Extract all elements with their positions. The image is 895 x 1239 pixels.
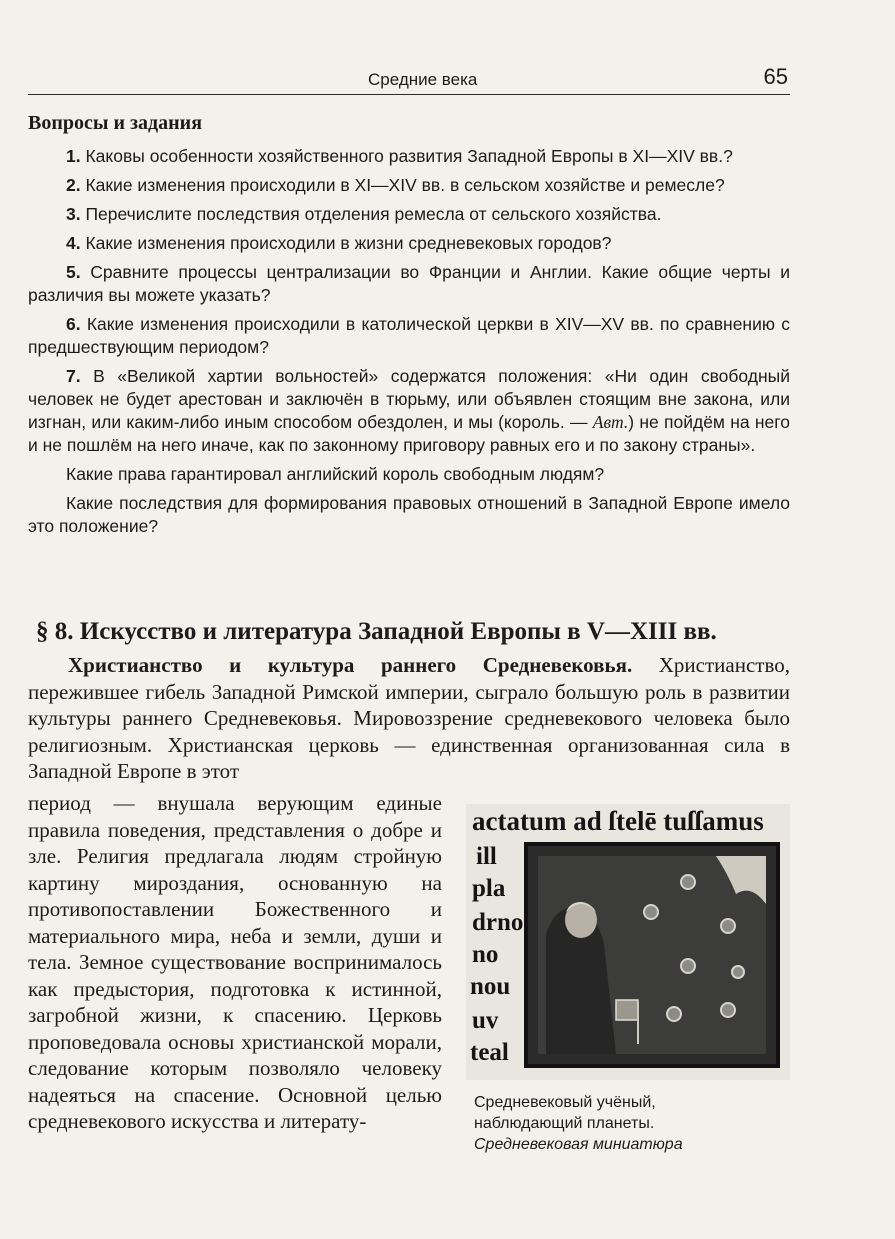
- question-number: 7.: [66, 366, 81, 386]
- manuscript-word: no: [472, 941, 499, 968]
- question-item: [28, 313, 790, 359]
- section-8: [28, 618, 790, 785]
- question-text: ) не пойдём на него и не пошлём на него иначе, как по законному приговору равных его и по закону страны».: [28, 412, 790, 455]
- planet-icon: [681, 875, 695, 889]
- page-number: 65: [763, 64, 788, 89]
- question-item: [28, 174, 790, 197]
- caption-line: Средневековый учёный,: [474, 1094, 656, 1111]
- sub-question: Какие права гарантировал английский король свободным людям?: [66, 464, 605, 484]
- questions-heading: Вопросы и задания: [28, 112, 203, 134]
- planet-icon: [644, 905, 658, 919]
- question-item: [28, 145, 790, 168]
- planet-icon: [721, 1003, 735, 1017]
- planet-icon: [721, 919, 735, 933]
- question-text: Какие изменения происходили в XI—XIV вв. в сельском хозяйстве и ремесле?: [80, 175, 725, 195]
- question-number: 4.: [66, 233, 81, 253]
- section-column-text: период — внушала верующим единые правила поведения, представления о добре и зле. Религия предлагала людям стройную картину мироздания, основанную на противопоставлении Божественного и материального мира, неба и земли, души и тела. Земное существование воспринималось как предыстория, подготовка к истинной, загробной жизни, к спасению. Церковь проповедовала основы христианской морали, следование которым позволяло человеку надеяться на спасение. Основной целью средневекового искусства и литерату-: [28, 791, 442, 1133]
- question-text: Сравните процессы централизации во Франции и Англии. Какие общие черты и различия вы можете указать?: [28, 262, 790, 305]
- manuscript-top-line: actatum ad ſtelē tuſſamus: [472, 806, 764, 836]
- question-number: 1.: [66, 146, 81, 166]
- question-text: В «Великой хартии вольностей» содержатся положения: «Ни один свободный человек не будет арестован и заключён в тюрьму, или объявлен стоящим вне закона, или изгнан, или каким-либо иным способом обездолен, и мы (король. —: [28, 366, 790, 432]
- manuscript-word: ill: [476, 843, 497, 870]
- question-number: 5.: [66, 262, 81, 282]
- running-title: Средние века: [368, 70, 478, 89]
- question-item-7: [28, 365, 790, 457]
- sub-question: Какие последствия для формирования правовых отношений в Западной Европе имело это положение?: [28, 493, 790, 536]
- question-text: Каковы особенности хозяйственного развития Западной Европы в XI—XIV вв.?: [80, 146, 733, 166]
- question-item: [28, 203, 790, 226]
- question-text: Какие изменения происходили в католической церкви в XIV—XV вв. по сравнению с предшествующим периодом?: [28, 314, 790, 357]
- manuscript-word: uv: [472, 1007, 499, 1034]
- author-note: Авт.: [592, 412, 629, 432]
- manuscript-word: pla: [472, 875, 506, 902]
- question-number: 3.: [66, 204, 81, 224]
- section-title: § 8. Искусство и литература Западной Европы в V—XIII вв.: [36, 618, 717, 645]
- question-item: [28, 232, 790, 255]
- planet-icon: [732, 966, 744, 978]
- manuscript-word: drno: [472, 909, 524, 936]
- question-number: 6.: [66, 314, 81, 334]
- figure-miniature: [466, 804, 790, 1155]
- caption-source: Средневековая миниатюра: [474, 1136, 683, 1153]
- questions-list: [28, 145, 790, 538]
- questions-block: [28, 112, 790, 544]
- caption-line: наблюдающий планеты.: [474, 1115, 655, 1132]
- lead-text: Христианство, пережившее гибель Западной Римской империи, сыграло большую роль в развитии культуры раннего Средневековья. Мировоззрение средневекового человека было религиозным. Христианская церковь — единственная организованная сила в Западной Европе в этот: [28, 653, 790, 783]
- medieval-miniature-image: [466, 804, 790, 1080]
- question-text: Перечислите последствия отделения ремесла от сельского хозяйства.: [80, 204, 662, 224]
- section-subheading: Христианство и культура раннего Средневековья.: [68, 653, 633, 677]
- manuscript-word: nou: [470, 973, 511, 1000]
- question-text: Какие изменения происходили в жизни средневековых городов?: [80, 233, 612, 253]
- question-item: [28, 261, 790, 307]
- section-lead-paragraph: [28, 652, 790, 785]
- page-header: [28, 62, 790, 95]
- manuscript-word: teal: [470, 1039, 509, 1066]
- planet-icon: [681, 959, 695, 973]
- planet-icon: [667, 1007, 681, 1021]
- figure-caption: [474, 1092, 790, 1155]
- question-number: 2.: [66, 175, 81, 195]
